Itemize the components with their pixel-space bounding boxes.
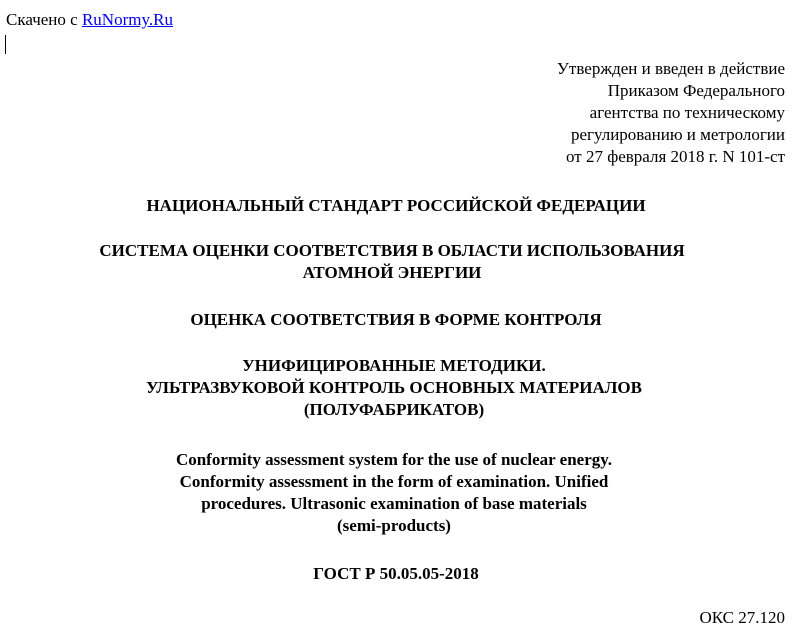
english-title-line: Conformity assessment in the form of examination. Unified: [179, 472, 609, 491]
approval-block: [465, 58, 785, 168]
heading-line: АТОМНОЙ ЭНЕРГИИ: [302, 263, 482, 282]
approval-line: агентства по техническому: [589, 103, 785, 122]
assessment-heading: [0, 309, 792, 331]
heading-line: УНИФИЦИРОВАННЫЕ МЕТОДИКИ.: [242, 356, 546, 375]
standard-code: [0, 563, 792, 585]
unified-methods-heading: [0, 355, 790, 421]
heading-line: УЛЬТРАЗВУКОВОЙ КОНТРОЛЬ ОСНОВНЫХ МАТЕРИАЛОВ: [146, 378, 642, 397]
english-title: [0, 449, 790, 537]
approval-line: регулированию и метрологии: [570, 125, 785, 144]
text-cursor: [5, 35, 6, 54]
classification-code: ОКС 27.120: [699, 608, 785, 627]
english-title-line: Conformity assessment system for the use of nuclear energy.: [175, 450, 613, 469]
standard-code-text: ГОСТ Р 50.05.05-2018: [313, 564, 479, 583]
approval-line: от 27 февраля 2018 г. N 101-ст: [565, 147, 785, 166]
english-title-line: (semi-products): [337, 516, 451, 535]
heading-line: (ПОЛУФАБРИКАТОВ): [303, 400, 485, 419]
approval-line: Приказом Федерального: [607, 81, 785, 100]
national-standard-heading: [0, 195, 792, 217]
approval-line: Утвержден и введен в действие: [556, 59, 785, 78]
heading-line: НАЦИОНАЛЬНЫЙ СТАНДАРТ РОССИЙСКОЙ ФЕДЕРАЦИИ: [146, 196, 646, 215]
source-line: [6, 10, 173, 30]
system-heading: [0, 240, 788, 284]
heading-line: СИСТЕМА ОЦЕНКИ СООТВЕТСТВИЯ В ОБЛАСТИ ИСПОЛЬЗОВАНИЯ: [99, 241, 685, 260]
source-link[interactable]: RuNormy.Ru: [81, 10, 173, 29]
heading-line: ОЦЕНКА СООТВЕТСТВИЯ В ФОРМЕ КОНТРОЛЯ: [190, 310, 602, 329]
source-prefix: Скачено с: [6, 10, 82, 29]
english-title-line: procedures. Ultrasonic examination of base materials: [201, 494, 587, 513]
